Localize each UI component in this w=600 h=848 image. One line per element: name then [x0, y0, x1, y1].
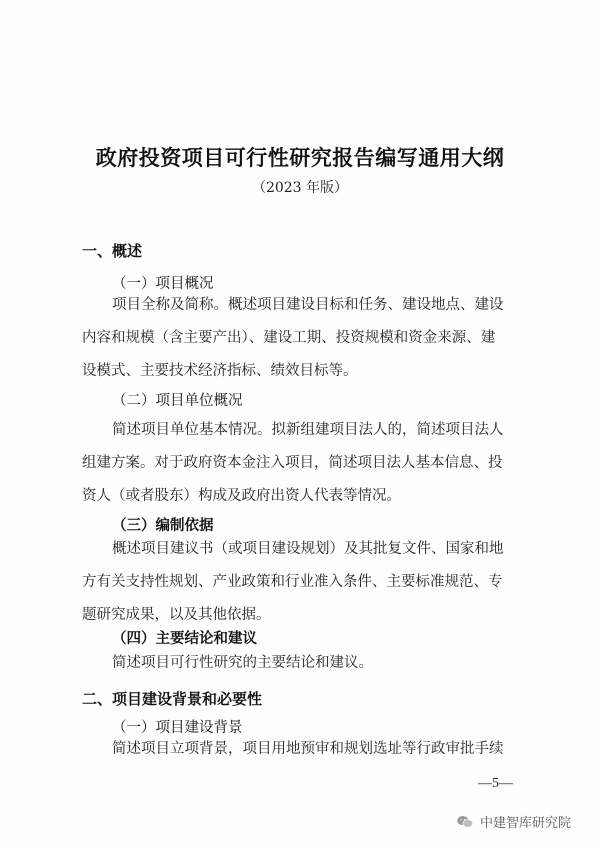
paragraph-line: 题研究成果，以及其他依据。	[82, 607, 271, 623]
watermark	[456, 812, 571, 831]
paragraph-unit-overview	[82, 414, 504, 513]
document-subtitle: （2023 年版）	[251, 180, 349, 196]
subsection-heading-unit-overview: （二）项目单位概况	[112, 393, 243, 409]
paragraph-line: 内容和规模（含主要产出）、建设工期、投资规模和资金来源、建	[82, 330, 496, 346]
paragraph-line: 简述项目立项背景，项目用地预审和规划选址等行政审批手续	[112, 741, 504, 757]
paragraph-line: 资人（或者股东）构成及政府出资人代表等情况。	[82, 488, 401, 504]
section-heading-overview: 一、概述	[82, 242, 143, 260]
paragraph-basis	[82, 533, 504, 632]
paragraph-line: 组建方案。对于政府资本金注入项目，简述项目法人基本信息、投	[82, 455, 503, 471]
document-title: 政府投资项目可行性研究报告编写通用大纲	[95, 145, 505, 170]
paragraph-line: 项目全称及简称。概述项目建设目标和任务、建设地点、建设	[112, 297, 504, 313]
wechat-icon	[456, 815, 474, 829]
paragraph-line: 方有关支持性规划、产业政策和行业准入条件、主要标准规范、专	[82, 574, 503, 590]
paragraph-project-overview	[82, 289, 504, 388]
section-heading-background: 二、项目建设背景和必要性	[82, 690, 263, 708]
paragraph-line: 简述项目单位基本情况。拟新组建项目法人的，简述项目法人	[112, 422, 504, 438]
paragraph-line: 简述项目可行性研究的主要结论和建议。	[112, 655, 373, 671]
paragraph-construction-background	[82, 733, 504, 766]
subsection-heading-basis: （三）编制依据	[112, 517, 214, 534]
subsection-heading-project-overview: （一）项目概况	[112, 276, 214, 292]
watermark-text: 中建智库研究院	[480, 816, 572, 831]
subsection-heading-conclusions: （四）主要结论和建议	[112, 630, 257, 647]
paragraph-conclusions	[82, 647, 373, 680]
subsection-heading-construction-background: （一）项目建设背景	[112, 720, 243, 736]
paragraph-line: 设模式、主要技术经济指标、绩效目标等。	[82, 363, 358, 379]
page-number: —5—	[478, 776, 513, 791]
paragraph-line: 概述项目建议书（或项目建设规划）及其批复文件、国家和地	[112, 541, 504, 557]
